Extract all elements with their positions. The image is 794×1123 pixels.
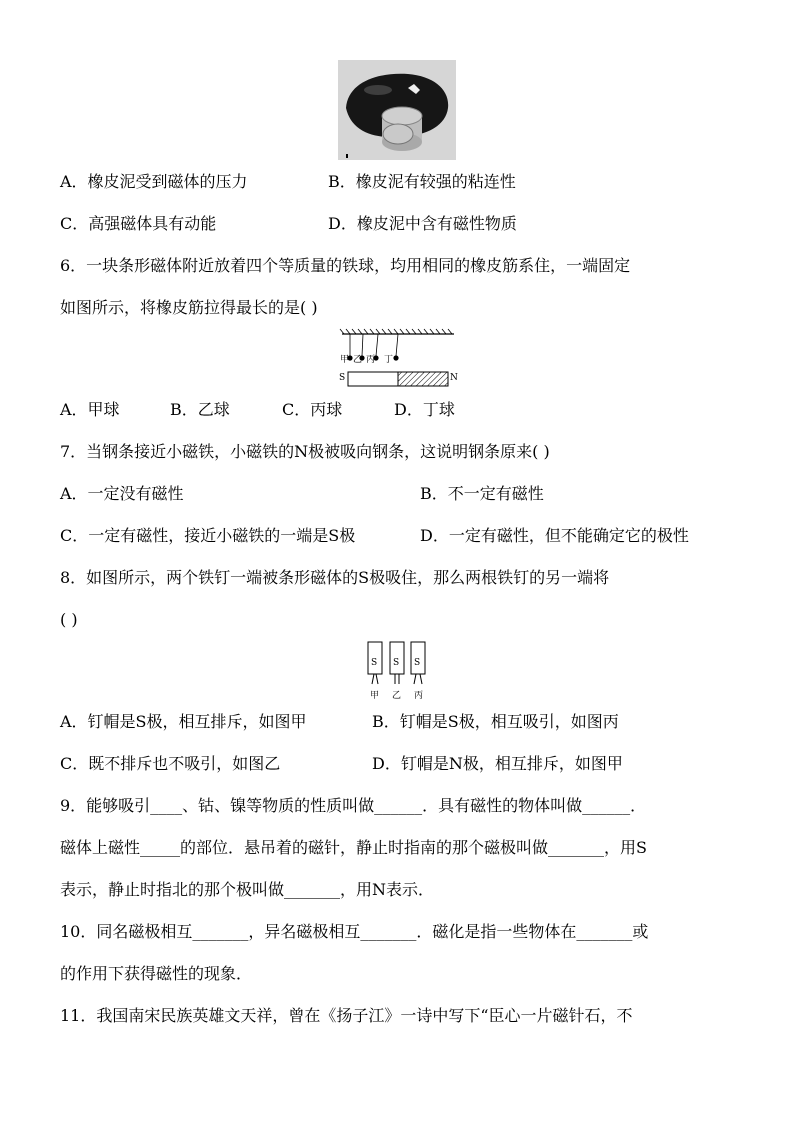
q5-option-d: D．橡皮泥中含有磁性物质 <box>328 214 517 233</box>
magnet-s-label-3: S <box>414 658 421 668</box>
q7-option-c: C．一定有磁性，接近小磁铁的一端是S极 <box>60 526 356 545</box>
ball-label-ding: 丁 <box>384 355 394 365</box>
ball-label-yi: 乙 <box>353 355 363 365</box>
q6-option-d: D．丁球 <box>394 400 455 419</box>
q8-nails-figure <box>366 640 428 702</box>
q5-option-a: A．橡皮泥受到磁体的压力 <box>60 172 248 191</box>
q7-option-b: B．不一定有磁性 <box>420 484 544 503</box>
pole-label-n: N <box>450 373 458 383</box>
magnet-s-label-2: S <box>393 658 400 668</box>
magnet-s-label-1: S <box>371 658 378 668</box>
q8-option-a: A．钉帽是S极，相互排斥，如图甲 <box>60 712 307 731</box>
q6-option-a: A．甲球 <box>60 400 120 419</box>
q7-stem: 7．当钢条接近小磁铁，小磁铁的N极被吸向钢条，这说明钢条原来( ) <box>60 442 550 461</box>
q6-stem-line-1: 6．一块条形磁体附近放着四个等质量的铁球，均用相同的橡皮筋系住，一端固定 <box>60 256 631 275</box>
q8-stem-line-2: ( ) <box>60 610 78 629</box>
q10-line-2: 的作用下获得磁性的现象． <box>60 964 253 983</box>
q6-option-c: C．丙球 <box>282 400 343 419</box>
q7-option-d: D．一定有磁性，但不能确定它的极性 <box>420 526 689 545</box>
q9-line-2: 磁体上磁性_____的部位．悬吊着的磁针，静止时指南的那个磁极叫做_______，用S <box>60 838 647 857</box>
figure-label-bing: 丙 <box>414 691 424 701</box>
ball-label-bing: 丙 <box>366 355 376 365</box>
q6-option-b: B．乙球 <box>170 400 230 419</box>
figure-label-jia: 甲 <box>370 691 380 701</box>
q9-line-3: 表示，静止时指北的那个极叫做_______，用N表示． <box>60 880 435 899</box>
q6-magnet-balls-figure <box>338 328 458 390</box>
ball-label-jia: 甲 <box>340 355 350 365</box>
q10-line-1: 10．同名磁极相互_______，异名磁极相互_______．磁化是指一些物体在_______或 <box>60 922 649 941</box>
q11-line-1: 11．我国南宋民族英雄文天祥，曾在《扬子江》一诗中写下“臣心一片磁针石，不 <box>60 1006 633 1025</box>
figure-label-yi: 乙 <box>392 691 402 701</box>
q7-option-a: A．一定没有磁性 <box>60 484 184 503</box>
q6-stem-line-2: 如图所示，将橡皮筋拉得最长的是( ) <box>60 298 318 317</box>
pole-label-s: S <box>339 373 346 383</box>
q8-option-b: B．钉帽是S极，相互吸引，如图丙 <box>372 712 619 731</box>
q8-option-d: D．钉帽是N极，相互排斥，如图甲 <box>372 754 623 773</box>
q5-option-c: C．高强磁体具有动能 <box>60 214 217 233</box>
q5-option-b: B．橡皮泥有较强的粘连性 <box>328 172 516 191</box>
q9-line-1: 9．能够吸引____、钴、镍等物质的性质叫做______．具有磁性的物体叫做______． <box>60 796 647 815</box>
q8-stem-line-1: 8．如图所示，两个铁钉一端被条形磁体的S极吸住，那么两根铁钉的另一端将 <box>60 568 610 587</box>
magnet-putty-photo <box>338 60 456 160</box>
q8-option-c: C．既不排斥也不吸引，如图乙 <box>60 754 281 773</box>
